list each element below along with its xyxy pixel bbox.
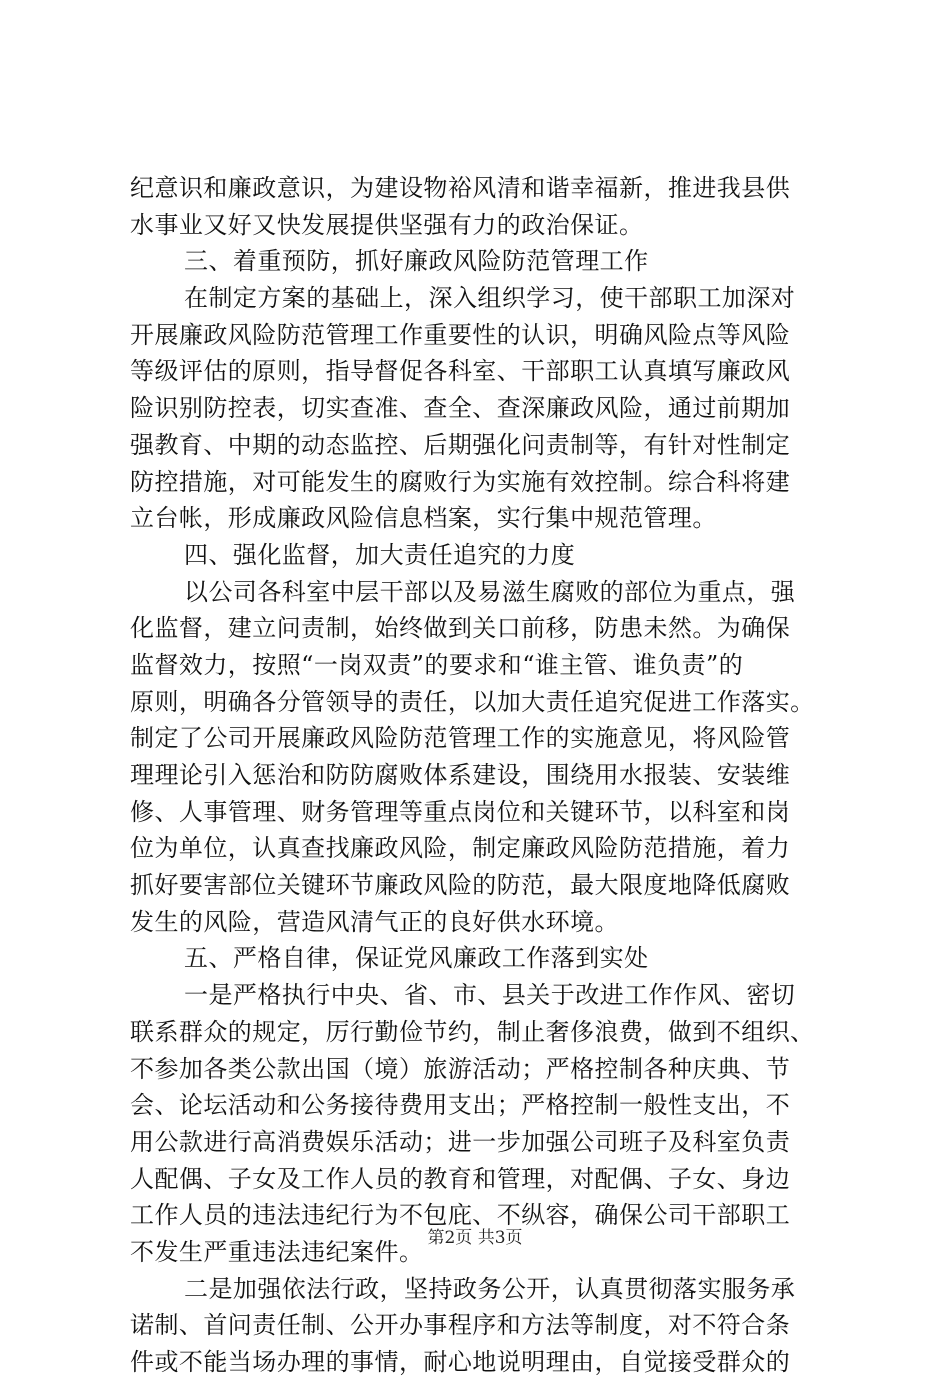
page-footer: 第2页 共3页: [427, 1228, 523, 1248]
text-line: 立台帐，形成廉政风险信息档案，实行集中规范管理。: [130, 504, 717, 533]
text-line: 开展廉政风险防范管理工作重要性的认识，明确风险点等风险: [130, 320, 791, 349]
text-line: 修、人事管理、财务管理等重点岗位和关键环节，以科室和岗: [130, 797, 791, 826]
paragraph-first-line: 四、强化监督，加大责任追究的力度: [184, 540, 576, 569]
text-line: 水事业又好又快发展提供坚强有力的政治保证。: [130, 210, 644, 239]
text-line: 险识别防控表，切实查准、查全、查深廉政风险，通过前期加: [130, 394, 791, 423]
text-line: 原则，明确各分管领导的责任，以加大责任追究促进工作落实。: [130, 687, 815, 716]
text-line: 强教育、中期的动态监控、后期强化问责制等，有针对性制定: [130, 430, 791, 459]
text-line: 发生的风险，营造风清气正的良好供水环境。: [130, 907, 619, 936]
text-line: 件或不能当场办理的事情，耐心地说明理由，自觉接受群众的: [130, 1348, 791, 1376]
text-line: 制定了公司开展廉政风险防范管理工作的实施意见，将风险管: [130, 724, 791, 753]
text-line: 不发生严重违法违纪案件。: [130, 1237, 424, 1266]
text-line: 等级评估的原则，指导督促各科室、干部职工认真填写廉政风: [130, 357, 791, 386]
document-body: [130, 170, 830, 1381]
paragraph-first-line: 五、严格自律，保证党风廉政工作落到实处: [184, 944, 649, 973]
paragraph-first-line: 二是加强依法行政，坚持政务公开，认真贯彻落实服务承: [184, 1274, 796, 1303]
text-line: 联系群众的规定，厉行勤俭节约，制止奢侈浪费，做到不组织、: [130, 1017, 815, 1046]
paragraph-first-line: 一是严格执行中央、省、市、县关于改进工作作风、密切: [184, 981, 796, 1010]
text-line: 用公款进行高消费娱乐活动；进一步加强公司班子及科室负责: [130, 1127, 791, 1156]
text-line: 纪意识和廉政意识，为建设物裕风清和谐幸福新，推进我县供: [130, 174, 791, 202]
text-line: 化监督，建立问责制，始终做到关口前移，防患未然。为确保: [130, 614, 791, 643]
text-line: 不参加各类公款出国（境）旅游活动；严格控制各种庆典、节: [130, 1054, 791, 1083]
text-line: 人配偶、子女及工作人员的教育和管理，对配偶、子女、身边: [130, 1164, 791, 1193]
text-line: 抓好要害部位关键环节廉政风险的防范，最大限度地降低腐败: [130, 871, 791, 900]
text-line: 诺制、首问责任制、公开办事程序和方法等制度，对不符合条: [130, 1311, 791, 1340]
paragraph-first-line: 三、着重预防，抓好廉政风险防范管理工作: [184, 247, 649, 276]
text-line: 位为单位，认真查找廉政风险，制定廉政风险防范措施，着力: [130, 834, 791, 863]
text-line: 监督效力，按照“一岗双责”的要求和“谁主管、谁负责”的: [130, 650, 744, 679]
text-line: 工作人员的违法违纪行为不包庇、不纵容，确保公司干部职工: [130, 1201, 791, 1230]
text-line: 理理论引入惩治和防防腐败体系建设，围绕用水报装、安装维: [130, 761, 791, 789]
text-line: 会、论坛活动和公务接待费用支出；严格控制一般性支出，不: [130, 1091, 791, 1120]
text-line: 防控措施，对可能发生的腐败行为实施有效控制。综合科将建: [130, 467, 791, 496]
paragraph-first-line: 以公司各科室中层干部以及易滋生腐败的部位为重点，强: [184, 577, 796, 606]
paragraph-first-line: 在制定方案的基础上，深入组织学习，使干部职工加深对: [184, 284, 796, 313]
